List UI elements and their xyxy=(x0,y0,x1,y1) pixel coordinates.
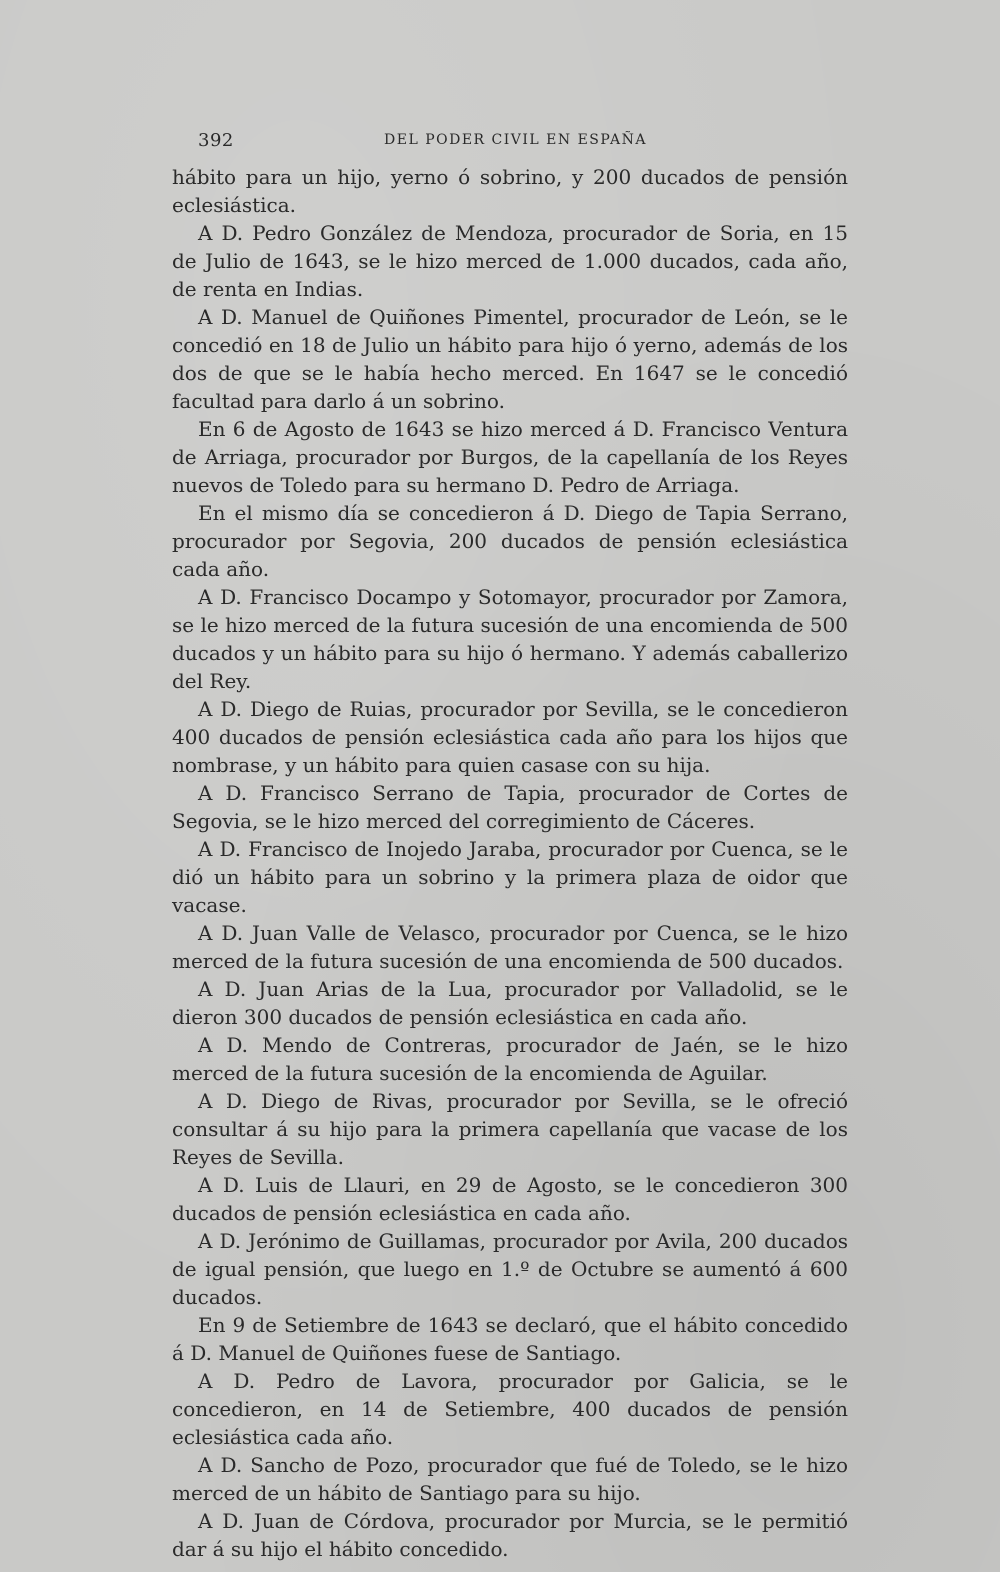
paragraph: A D. Pedro de Lavora, procurador por Galicia, se le concedieron, en 14 de Setiembre, 400 ducados de pensión eclesiástica cada año. xyxy=(172,1369,848,1449)
paragraph: A D. Diego de Ruias, procurador por Sevilla, se le concedieron 400 ducados de pensión eclesiástica cada año para los hijos que nombrase, y un hábito para quien casase con su hija. xyxy=(172,697,848,777)
paragraph: A D. Sancho de Pozo, procurador que fué de Toledo, se le hizo merced de un hábito de Santiago para su hijo. xyxy=(172,1453,848,1505)
body-text xyxy=(172,163,848,1563)
paragraph: A D. Jerónimo de Guillamas, procurador por Avila, 200 ducados de igual pensión, que luego en 1.º de Octubre se aumentó á 600 ducados. xyxy=(172,1229,848,1309)
paragraph: A D. Diego de Rivas, procurador por Sevilla, se le ofreció consultar á su hijo para la primera capellanía que vacase de los Reyes de Sevilla. xyxy=(172,1089,848,1169)
paragraph: A D. Francisco Docampo y Sotomayor, procurador por Zamora, se le hizo merced de la futura sucesión de una encomienda de 500 ducados y un hábito para su hijo ó hermano. Y además caballerizo del Rey. xyxy=(172,585,848,693)
paragraph: En el mismo día se concedieron á D. Diego de Tapia Serrano, procurador por Segovia, 200 ducados de pensión eclesiástica cada año. xyxy=(172,501,848,581)
paragraph: A D. Juan de Córdova, procurador por Murcia, se le permitió dar á su hijo el hábito concedido. xyxy=(172,1509,848,1561)
page-number: 392 xyxy=(198,130,234,151)
paragraph: A D. Juan Arias de la Lua, procurador por Valladolid, se le dieron 300 ducados de pensión eclesiástica en cada año. xyxy=(172,977,848,1029)
paragraph: En 6 de Agosto de 1643 se hizo merced á D. Francisco Ventura de Arriaga, procurador por Burgos, de la capellanía de los Reyes nuevos de Toledo para su hermano D. Pedro de Arriaga. xyxy=(172,417,848,497)
paragraph: A D. Manuel de Quiñones Pimentel, procurador de León, se le concedió en 18 de Julio un hábito para hijo ó yerno, además de los dos de que se le había hecho merced. En 1647 se le concedió facultad para darlo á un sobrino. xyxy=(172,305,848,413)
paragraph: A D. Francisco de Inojedo Jaraba, procurador por Cuenca, se le dió un hábito para un sobrino y la primera plaza de oidor que vacase. xyxy=(172,837,848,917)
paragraph: A D. Juan Valle de Velasco, procurador por Cuenca, se le hizo merced de la futura sucesión de una encomienda de 500 ducados. xyxy=(172,921,848,973)
paragraph: En 9 de Setiembre de 1643 se declaró, que el hábito concedido á D. Manuel de Quiñones fuese de Santiago. xyxy=(172,1313,848,1365)
paragraph: A D. Mendo de Contreras, procurador de Jaén, se le hizo merced de la futura sucesión de la encomienda de Aguilar. xyxy=(172,1033,848,1085)
page-header xyxy=(198,130,848,156)
paragraph: hábito para un hijo, yerno ó sobrino, y 200 ducados de pensión eclesiástica. xyxy=(172,165,848,217)
paragraph: A D. Luis de Llauri, en 29 de Agosto, se le concedieron 300 ducados de pensión eclesiástica en cada año. xyxy=(172,1173,848,1225)
paragraph: A D. Pedro González de Mendoza, procurador de Soria, en 15 de Julio de 1643, se le hizo merced de 1.000 ducados, cada año, de renta en Indias. xyxy=(172,221,848,301)
running-head: DEL PODER CIVIL EN ESPAÑA xyxy=(384,132,647,148)
paragraph: A D. Francisco Serrano de Tapia, procurador de Cortes de Segovia, se le hizo merced del corregimiento de Cáceres. xyxy=(172,781,848,833)
